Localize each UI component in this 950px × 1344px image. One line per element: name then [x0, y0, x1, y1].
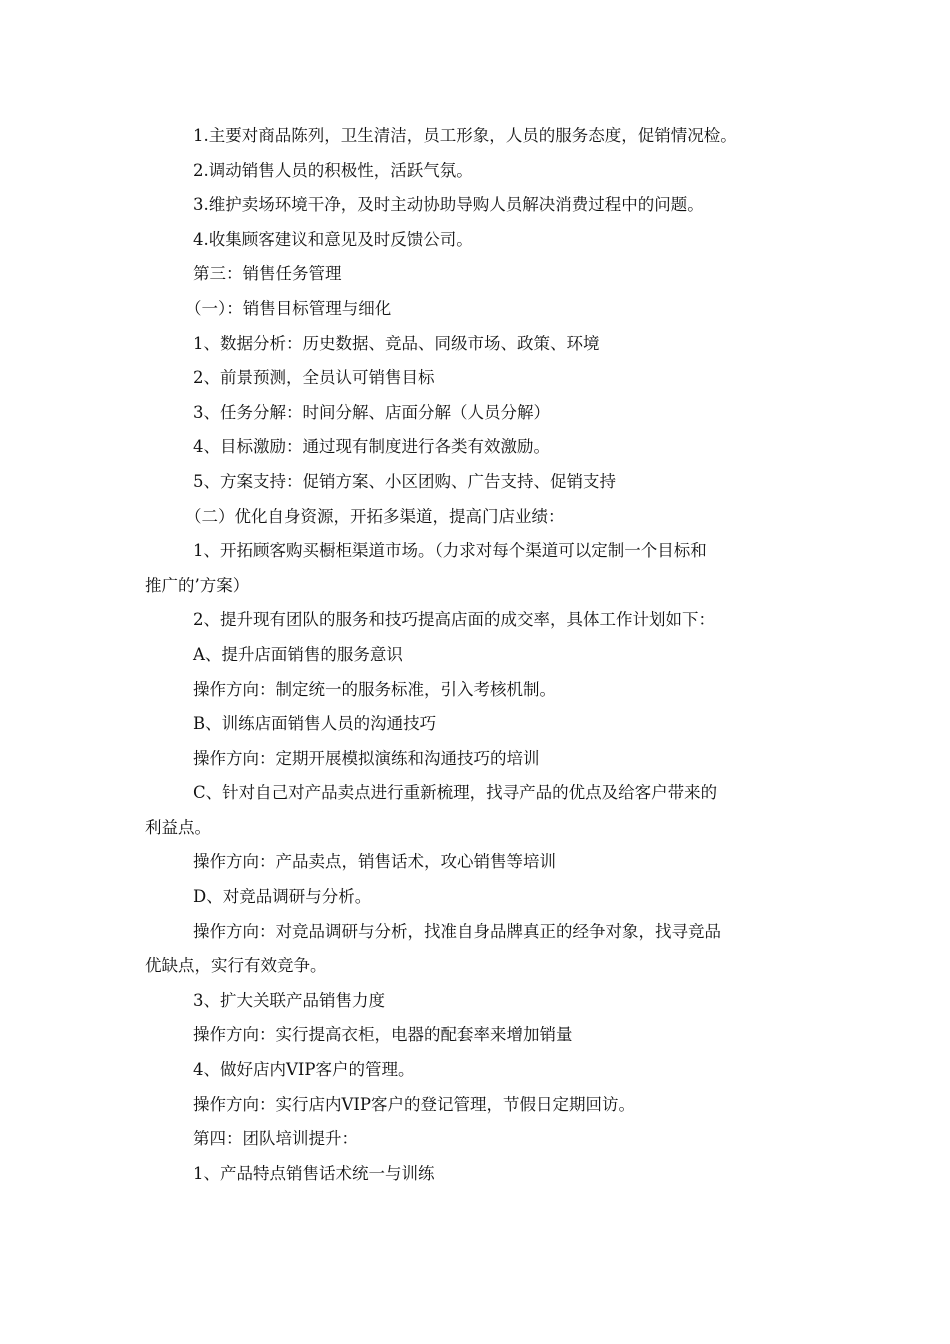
paragraph-line: 4、做好店内VIP客户的管理。 [193, 1060, 415, 1080]
paragraph-line: 3、任务分解：时间分解、店面分解（人员分解） [193, 402, 550, 422]
paragraph-line: 4.收集顾客建议和意见及时反馈公司。 [193, 229, 473, 249]
paragraph-line: 操作方向：定期开展模拟演练和沟通技巧的培训 [193, 748, 540, 768]
paragraph-line: 2.调动销售人员的积极性，活跃气氛。 [193, 160, 473, 180]
paragraph-line: 2、提升现有团队的服务和技巧提高店面的成交率，具体工作计划如下： [193, 610, 715, 630]
paragraph-line: 3、扩大关联产品销售力度 [193, 990, 385, 1010]
document-body [145, 119, 825, 1191]
paragraph-line: 5、方案支持：促销方案、小区团购、广告支持、促销支持 [193, 471, 616, 491]
subsection-heading: （二）优化自身资源，开拓多渠道，提高门店业绩： [185, 506, 565, 526]
paragraph-line: 操作方向：制定统一的服务标准，引入考核机制。 [193, 679, 556, 699]
paragraph-line: 4、目标激励：通过现有制度进行各类有效激励。 [193, 437, 550, 457]
paragraph-line: 1.主要对商品陈列，卫生清洁，员工形象，人员的服务态度，促销情况检。 [193, 126, 737, 145]
paragraph-line: 操作方向：产品卖点，销售话术，攻心销售等培训 [193, 852, 556, 872]
paragraph-line: 3.维护卖场环境干净，及时主动协助导购人员解决消费过程中的问题。 [193, 195, 704, 215]
paragraph-line: 推广的’方案） [145, 575, 250, 595]
paragraph-line: D、对竞品调研与分析。 [193, 887, 372, 907]
section-heading: 第四：团队培训提升： [193, 1129, 358, 1149]
paragraph-line: A、提升店面销售的服务意识 [193, 644, 403, 664]
paragraph-line: 利益点。 [145, 817, 211, 837]
subsection-heading: （一）：销售目标管理与细化 [185, 298, 392, 318]
paragraph-line: 1、数据分析：历史数据、竞品、同级市场、政策、环境 [193, 333, 600, 353]
paragraph-line: 操作方向：对竞品调研与分析，找准自身品牌真正的经争对象，找寻竞品 [193, 921, 721, 941]
paragraph-line: B、训练店面销售人员的沟通技巧 [193, 714, 437, 734]
paragraph-line: 1、产品特点销售话术统一与训练 [193, 1163, 435, 1183]
paragraph-line: 优缺点，实行有效竞争。 [145, 956, 327, 976]
section-heading: 第三：销售任务管理 [193, 264, 342, 284]
paragraph-line: 操作方向：实行提高衣柜，电器的配套率来增加销量 [193, 1025, 573, 1045]
paragraph-line: 1、开拓顾客购买橱柜渠道市场。（力求对每个渠道可以定制一个目标和 [193, 541, 707, 561]
paragraph-line: C、针对自己对产品卖点进行重新梳理，找寻产品的优点及给客户带来的 [193, 783, 718, 803]
paragraph-line: 操作方向：实行店内VIP客户的登记管理，节假日定期回访。 [193, 1094, 636, 1114]
paragraph-line: 2、前景预测，全员认可销售目标 [193, 368, 435, 388]
